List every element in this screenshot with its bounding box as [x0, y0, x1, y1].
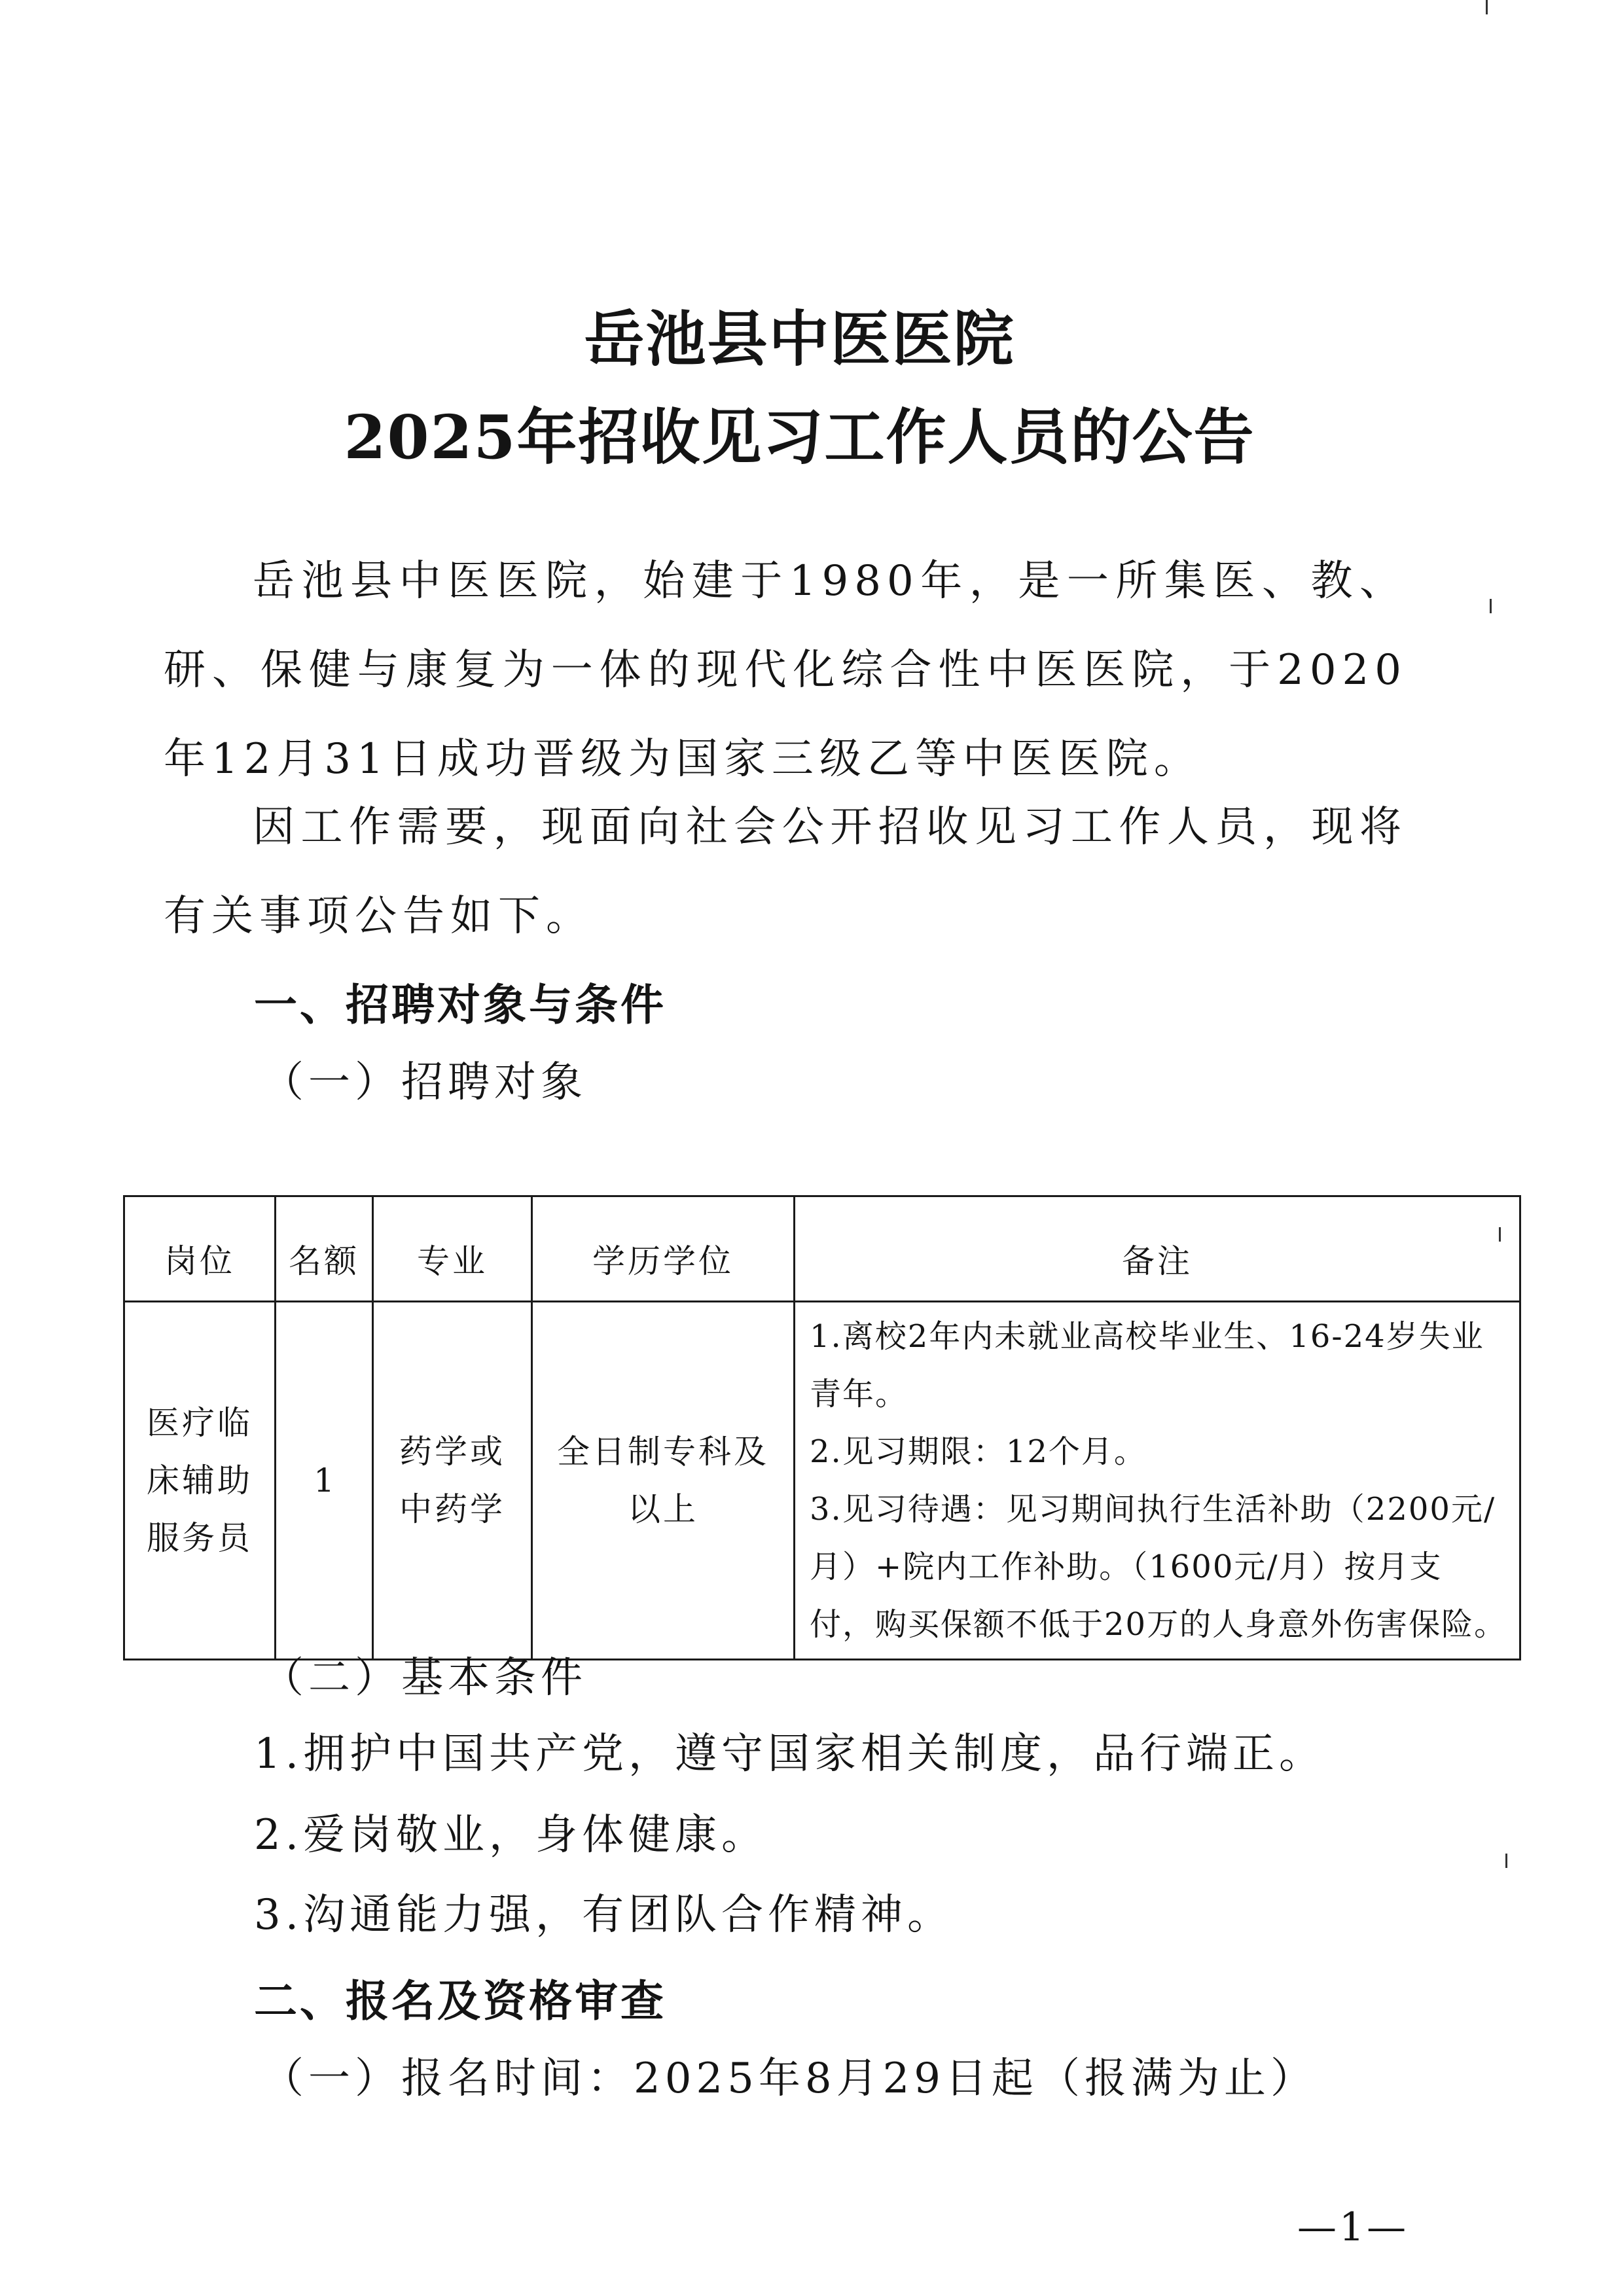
section1-subheading-targets: （一）招聘对象 — [262, 1058, 587, 1107]
document-title-line2: 2025年招收见习工作人员的公告 — [344, 402, 1255, 473]
header-education: 学历学位 — [532, 1196, 795, 1302]
header-notes: 备注 — [795, 1196, 1520, 1302]
section2-subheading-time: （一）报名时间：2025年8月29日起（报满为止） — [262, 2054, 1318, 2103]
section1-heading: 一、招聘对象与条件 — [254, 980, 666, 1030]
cell-major: 药学或 中药学 — [373, 1302, 532, 1660]
condition-item: 2.爱岗敬业，身体健康。 — [254, 1811, 768, 1859]
cell-notes — [795, 1302, 1520, 1660]
note-item: 2.见习期限：12个月。 — [810, 1433, 1147, 1470]
recruitment-table — [123, 1195, 1521, 1660]
header-quota: 名额 — [276, 1196, 373, 1302]
section2-heading: 二、报名及资格审查 — [254, 1976, 666, 2026]
scan-mark — [1499, 1227, 1501, 1242]
scan-mark — [1505, 1854, 1507, 1868]
intro-paragraph-2: 因工作需要，现面向社会公开招收见习工作人员，现将有关事项公告如下。 — [164, 803, 1407, 941]
scan-mark — [1490, 599, 1492, 613]
section1-subheading-conditions: （二）基本条件 — [262, 1654, 587, 1702]
page-number: —1— — [1297, 2204, 1409, 2250]
cell-education: 全日制专科及 以上 — [532, 1302, 795, 1660]
document-title-line1: 岳池县中医医院 — [584, 304, 1015, 374]
table-row — [124, 1302, 1520, 1660]
scan-mark — [1486, 0, 1488, 14]
intro-paragraph-1: 岳池县中医医院，始建于1980年，是一所集医、教、研、保健与康复为一体的现代化综合性中医医院，于2020年12月31日成功晋级为国家三级乙等中医医院。 — [164, 557, 1407, 783]
note-item: 1.离校2年内未就业高校毕业生、16-24岁失业青年。 — [810, 1318, 1484, 1412]
note-item: 3.见习待遇：见习期间执行生活补助（2200元/月）+院内工作补助。（1600元/月）按月支付，购买保额不低于20万的人身意外伤害保险。 — [810, 1491, 1507, 1643]
header-major: 专业 — [373, 1196, 532, 1302]
header-position: 岗位 — [124, 1196, 276, 1302]
condition-item: 1.拥护中国共产党，遵守国家相关制度，品行端正。 — [254, 1730, 1326, 1778]
cell-position: 医疗临 床辅助 服务员 — [124, 1302, 276, 1660]
condition-item: 3.沟通能力强，有团队合作精神。 — [254, 1891, 954, 1939]
cell-quota: 1 — [276, 1302, 373, 1660]
table-header-row — [124, 1196, 1520, 1302]
